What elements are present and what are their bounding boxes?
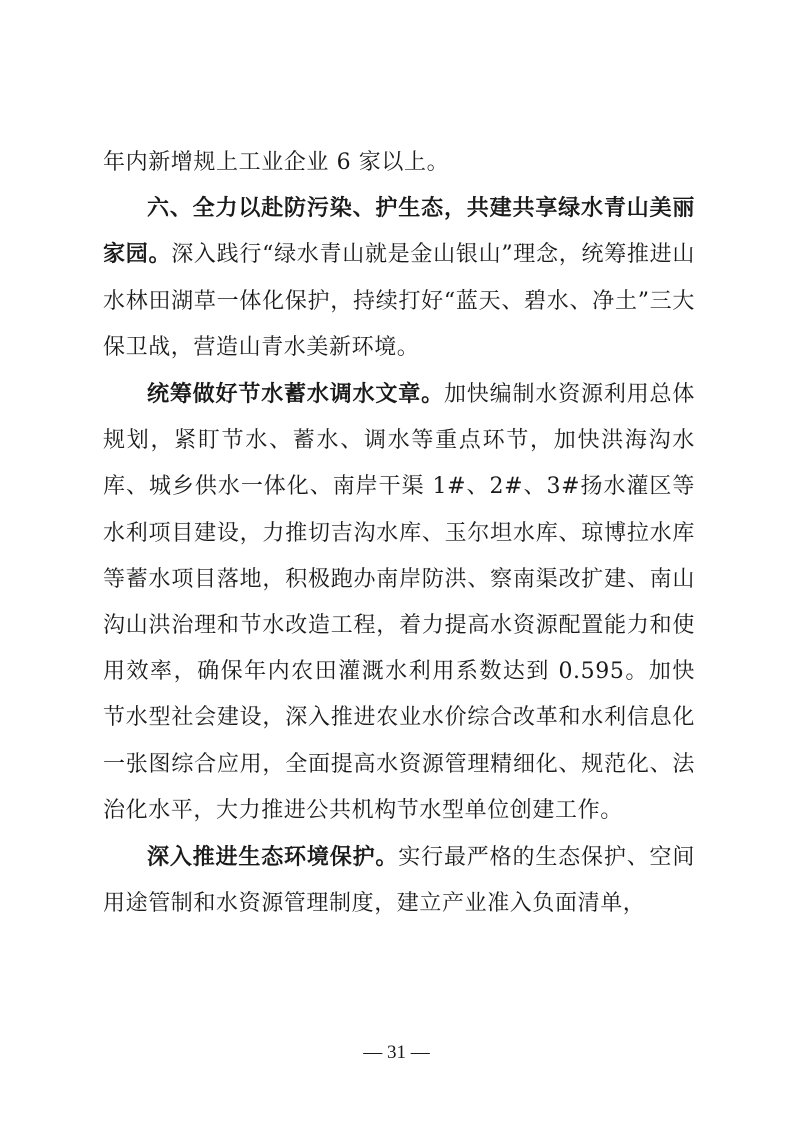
subsection-heading: 统筹做好节水蓄水调水文章。 xyxy=(147,381,444,408)
paragraph-ecology xyxy=(103,834,695,927)
paragraph-text: 实行最严格的生态保护、空间用途管制和水资源管理制度，建立产业准入负面清单， xyxy=(103,845,695,917)
paragraph-text: 深入践行“绿水青山就是金山银山”理念，统筹推进山水林田湖草一体化保护，持续打好“蓝天、碧水、净土”三大保卫战，营造山青水美新环境。 xyxy=(103,242,695,360)
body-text xyxy=(103,140,695,927)
section-heading: 六、全力以赴防污染、护生态，共建共享绿水青山美丽家园。 xyxy=(103,196,695,268)
paragraph-text: 年内新增规上工业企业 6 家以上。 xyxy=(103,150,450,175)
page-number: — 31 — xyxy=(363,1042,430,1063)
subsection-heading: 深入推进生态环境保护。 xyxy=(147,844,399,871)
paragraph-section-six xyxy=(103,186,695,371)
paragraph-water xyxy=(103,371,695,834)
paragraph-continuation xyxy=(103,140,695,186)
paragraph-text: 加快编制水资源利用总体规划，紧盯节水、蓄水、调水等重点环节，加快洪海沟水库、城乡供水一体化、南岸干渠 1#、2#、3#扬水灌区等水利项目建设，力推切吉沟水库、玉尔坦水库、琼博拉水库等蓄水项目落地，积极跑办南岸防洪、察南渠改扩建、南山沟山洪治理和节水改造工程，着力提高水资源配置能力和使用效率，确保年内农田灌溉水利用系数达到 0.595。加快节水型社会建设，深入推进农业水价综合改革和水利信息化一张图综合应用，全面提高水资源管理精细化、规范化、法治化水平，大力推进公共机构节水型单位创建工作。 xyxy=(103,382,695,823)
